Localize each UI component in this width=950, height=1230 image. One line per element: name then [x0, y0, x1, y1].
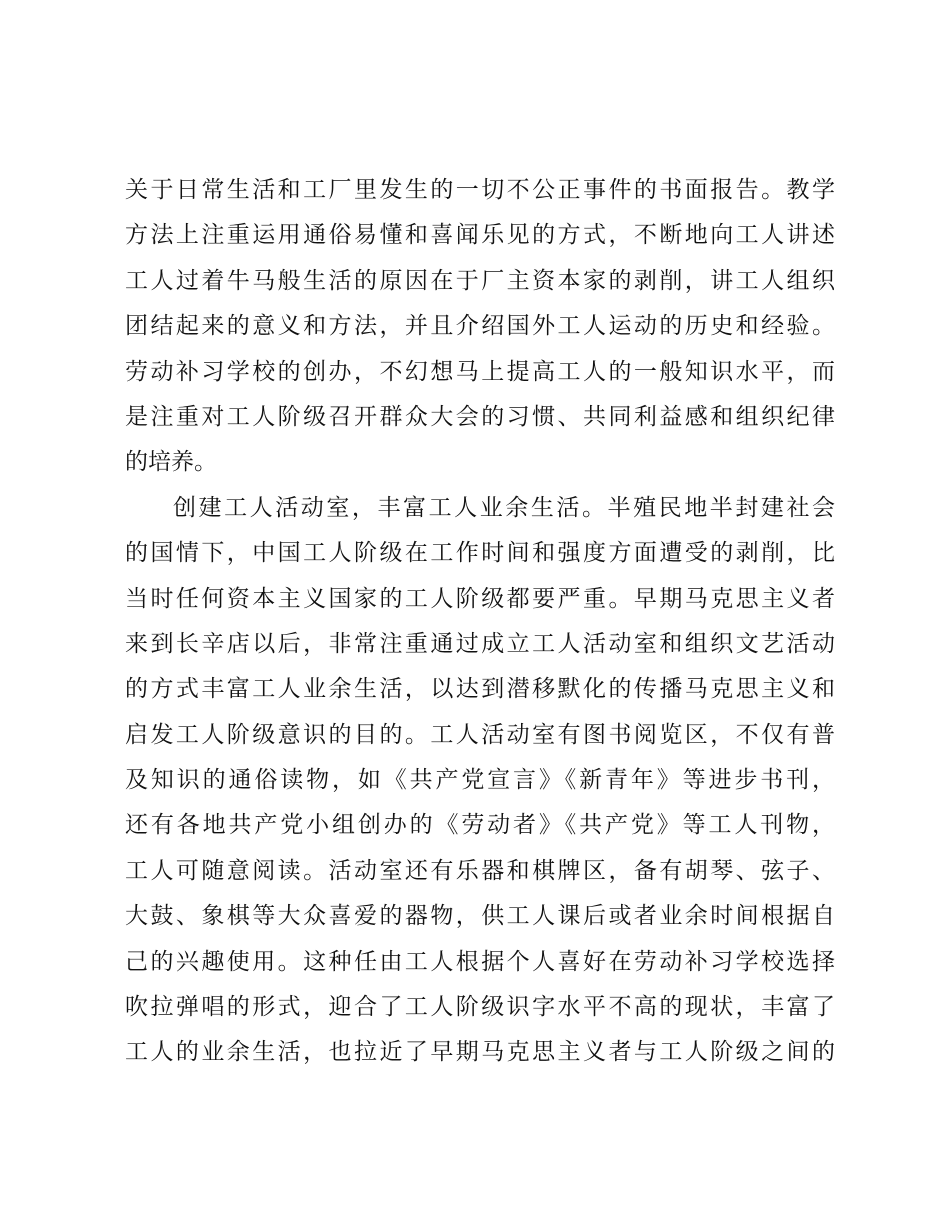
text-line: 启发工人阶级意识的目的。工人活动室有图书阅览区，不仅有普 — [125, 721, 835, 748]
text-line: 还有各地共产党小组创办的《劳动者》《共产党》等工人刊物， — [125, 812, 835, 839]
text-line: 及知识的通俗读物，如《共产党宣言》《新青年》等进步书刊， — [125, 767, 835, 794]
text-line: 当时任何资本主义国家的工人阶级都要严重。早期马克思主义者 — [125, 585, 835, 612]
text-line: 是注重对工人阶级召开群众大会的习惯、共同利益感和组织纪律 — [125, 403, 835, 430]
paragraph-1 — [125, 168, 835, 486]
text-line: 工人可随意阅读。活动室还有乐器和棋牌区，备有胡琴、弦子、 — [125, 857, 835, 884]
text-line: 来到长辛店以后，非常注重通过成立工人活动室和组织文艺活动 — [125, 630, 835, 657]
text-line: 劳动补习学校的创办，不幻想马上提高工人的一般知识水平，而 — [125, 358, 835, 385]
text-line: 吹拉弹唱的形式，迎合了工人阶级识字水平不高的现状，丰富了 — [125, 994, 835, 1021]
text-line: 己的兴趣使用。这种任由工人根据个人喜好在劳动补习学校选择 — [125, 948, 835, 975]
text-line: 团结起来的意义和方法，并且介绍国外工人运动的历史和经验。 — [125, 313, 835, 340]
text-line: 关于日常生活和工厂里发生的一切不公正事件的书面报告。教学 — [125, 177, 835, 203]
text-line: 的国情下，中国工人阶级在工作时间和强度方面遭受的剥削，比 — [125, 540, 835, 567]
paragraph-2 — [125, 486, 835, 1076]
text-line: 的方式丰富工人业余生活，以达到潜移默化的传播马克思主义和 — [125, 676, 835, 703]
text-line: 工人的业余生活，也拉近了早期马克思主义者与工人阶级之间的 — [125, 1039, 835, 1066]
text-line: 的培养。 — [125, 449, 217, 476]
text-line: 创建工人活动室，丰富工人业余生活。半殖民地半封建社会 — [173, 494, 835, 521]
text-line: 方法上注重运用通俗易懂和喜闻乐见的方式，不断地向工人讲述 — [125, 222, 835, 249]
body-text — [125, 168, 835, 1076]
text-line: 大鼓、象棋等大众喜爱的器物，供工人课后或者业余时间根据自 — [125, 903, 835, 930]
text-line: 工人过着牛马般生活的原因在于厂主资本家的剥削，讲工人组织 — [125, 267, 835, 294]
